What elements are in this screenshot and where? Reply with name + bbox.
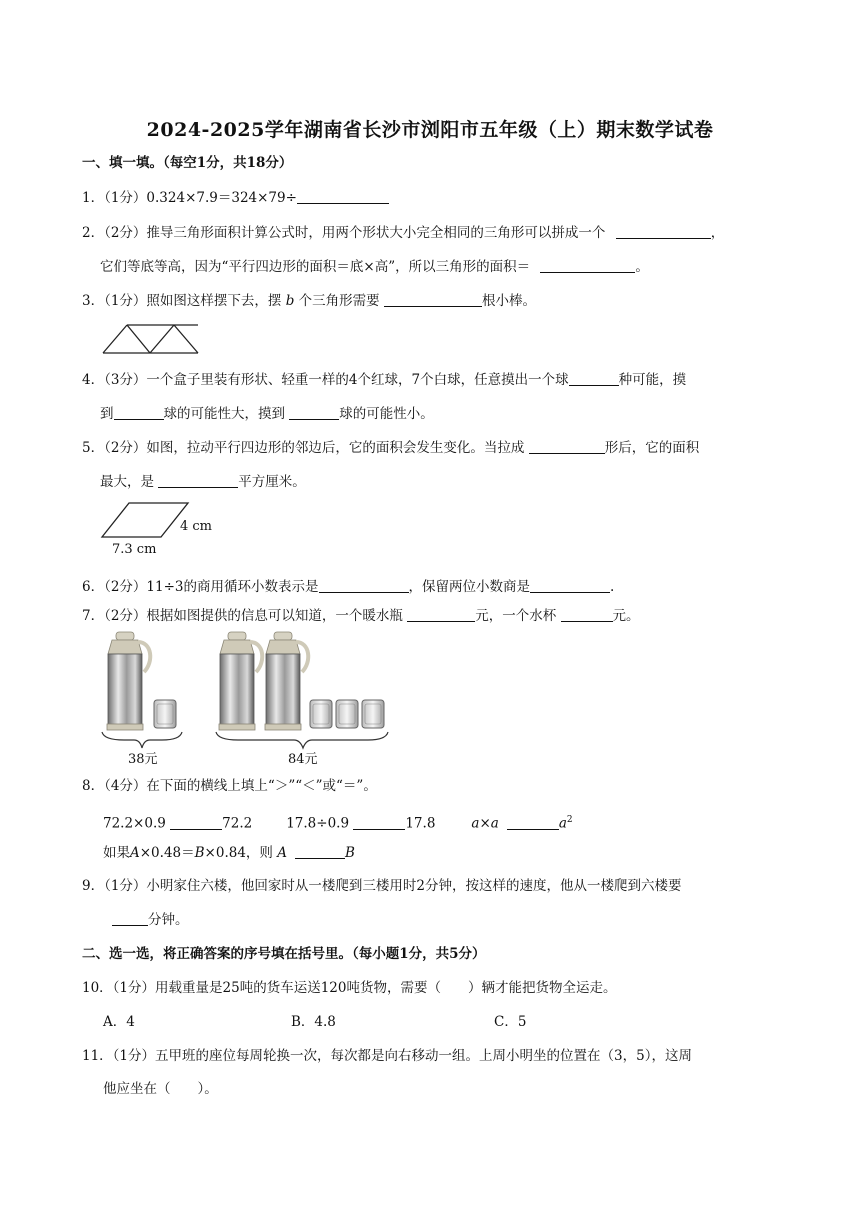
q8-e4-pre: 如果 [103, 845, 130, 861]
question-1 [82, 188, 389, 208]
q8-e3-var-2: a [490, 815, 499, 832]
q9-line2: 分钟。 [148, 912, 189, 928]
q10-option-b[interactable]: B．4.8 [291, 1014, 336, 1030]
price-label-1: 38元 [128, 752, 158, 767]
q4-blank-1[interactable] [569, 371, 619, 386]
q2-blank-2[interactable] [540, 258, 635, 273]
q4-blank-2[interactable] [114, 405, 164, 420]
parallelogram-side-label: 4 cm [180, 519, 213, 534]
question-9-line-2 [112, 910, 189, 930]
q7-blank-1[interactable] [407, 607, 475, 622]
q8-e2-right: 17.8 [405, 815, 436, 832]
q10-option-c[interactable]: C．5 [494, 1014, 527, 1030]
q2-line2: 它们等底等高，因为“平行四边形的面积＝底×高”，所以三角形的面积＝ [100, 259, 531, 275]
q8-e4-a-1: A [130, 845, 140, 861]
q8-e1-left: 72.2×0.9 [103, 815, 171, 832]
q8-e2-left: 17.8÷0.9 [286, 815, 354, 832]
q2-end: 。 [635, 259, 649, 275]
q6-a: 6．（2分）11÷3的商用循环小数表示是 [82, 579, 319, 595]
q7-a: 7．（2分）根据如图提供的信息可以知道，一个暖水瓶 [82, 608, 408, 624]
q3-blank[interactable] [384, 292, 482, 307]
q10-option-a[interactable]: A．4 [103, 1014, 135, 1030]
q6-blank-1[interactable] [319, 578, 409, 593]
q5-line2-a: 最大，是 [100, 474, 159, 490]
parallelogram-base-label: 7.3 cm [112, 542, 157, 557]
parallelogram-figure [100, 500, 230, 560]
q2-blank-1[interactable] [616, 224, 711, 239]
q9-line1: 9．（1分）小明家住六楼，他回家时从一楼爬到三楼用时2分钟，按这样的速度，他从一楼爬到六楼要 [82, 878, 682, 894]
question-5-line-1 [82, 438, 699, 458]
question-11-line-1: 11．（1分）五甲班的座位每周轮换一次，每次都是向右移动一组。上周小明坐的位置在（3，5），这周 [82, 1048, 692, 1064]
question-9-line-1 [82, 876, 682, 896]
question-2-line-1 [82, 223, 724, 243]
q1-blank[interactable] [297, 189, 389, 204]
q8-e1-right: 72.2 [222, 815, 253, 832]
q8-e3-var-1: a [471, 815, 480, 832]
q5-line2-b: 平方厘米。 [238, 474, 306, 490]
q8-e4-mid2: ×0.84，则 [204, 845, 278, 861]
q2-line1: 2．（2分）推导三角形面积计算公式时，用两个形状大小完全相同的三角形可以拼成一个 [82, 225, 606, 241]
q9-blank[interactable] [112, 911, 148, 926]
q6-b: ，保留两位小数商是 [408, 579, 531, 595]
q8-e3-op: × [479, 815, 491, 832]
question-6 [82, 577, 614, 597]
question-7 [82, 606, 640, 626]
question-10: 10．（1分）用载重量是25吨的货车运送120吨货物，需要（ ）辆才能把货物全运走。 [82, 980, 617, 996]
q8-e3-sup: 2 [566, 815, 573, 825]
q4-line1-end: 种可能，摸 [618, 372, 687, 388]
q5-blank-1[interactable] [529, 439, 605, 454]
q8-e4-b-1: B [194, 845, 205, 861]
q7-b: 元，一个水杯 [475, 608, 561, 624]
q8-e3-var-3: a [558, 815, 567, 832]
q8-blank-4[interactable] [295, 844, 345, 859]
question-5-line-2 [100, 472, 306, 492]
q3-pre: 3．（1分）照如图这样摆下去，摆 [82, 293, 286, 309]
q8-line1: 8．（4分）在下面的横线上填上“＞”“＜”或“＝”。 [82, 778, 377, 794]
q4-line2-c: 球的可能性小。 [339, 406, 434, 422]
question-4-line-1 [82, 370, 686, 390]
page-title: 2024-2025学年湖南省长沙市浏阳市五年级（上）期末数学试卷 [146, 119, 714, 141]
thermos-cups-figure [98, 630, 398, 770]
q7-c: 元。 [612, 608, 640, 624]
q8-blank-2[interactable] [353, 815, 405, 830]
q2-comma: ， [710, 225, 725, 241]
parallelogram-shape [100, 500, 190, 540]
q4-blank-3[interactable] [289, 405, 339, 420]
q4-line1: 4．（3分）一个盒子里装有形状、轻重一样的4个红球，7个白球，任意摸出一个球 [82, 372, 569, 388]
triangle-sticks-figure [102, 323, 202, 355]
question-11-line-2: 他应坐在（ ）。 [103, 1081, 218, 1097]
question-2-line-2 [100, 257, 649, 277]
q5-line1: 5．（2分）如图，拉动平行四边形的邻边后，它的面积会发生变化。当拉成 [82, 440, 529, 456]
q5-blank-2[interactable] [158, 473, 238, 488]
q4-line2-b: 球的可能性大，摸到 [163, 406, 290, 422]
q6-c: . [610, 579, 615, 595]
price-label-2: 84元 [288, 752, 318, 767]
section-1-heading: 一、填一填。（每空1分，共18分） [82, 155, 293, 171]
question-3 [82, 291, 536, 311]
question-8-line-3 [103, 843, 355, 863]
question-8-line-1 [82, 776, 377, 796]
q6-blank-2[interactable] [530, 578, 610, 593]
q7-blank-2[interactable] [561, 607, 613, 622]
q8-e4-mid1: ×0.48＝ [139, 845, 195, 861]
section-2-heading: 二、选一选，将正确答案的序号填在括号里。（每小题1分，共5分） [82, 946, 486, 962]
q1-text: 1．（1分）0.324×7.9＝324×79÷ [82, 190, 297, 206]
q3-post: 根小棒。 [481, 293, 536, 309]
q8-blank-3[interactable] [507, 815, 559, 830]
question-8-comparisons [103, 810, 573, 834]
q8-e4-a-2: A [277, 845, 287, 861]
q3-var: b [285, 293, 295, 309]
question-4-line-2 [100, 404, 434, 424]
q3-mid: 个三角形需要 [294, 293, 384, 309]
q4-line2-a: 到 [100, 406, 114, 422]
q8-e4-b-2: B [344, 845, 355, 861]
q8-blank-1[interactable] [170, 815, 222, 830]
q5-line1-end: 形后，它的面积 [604, 440, 700, 456]
